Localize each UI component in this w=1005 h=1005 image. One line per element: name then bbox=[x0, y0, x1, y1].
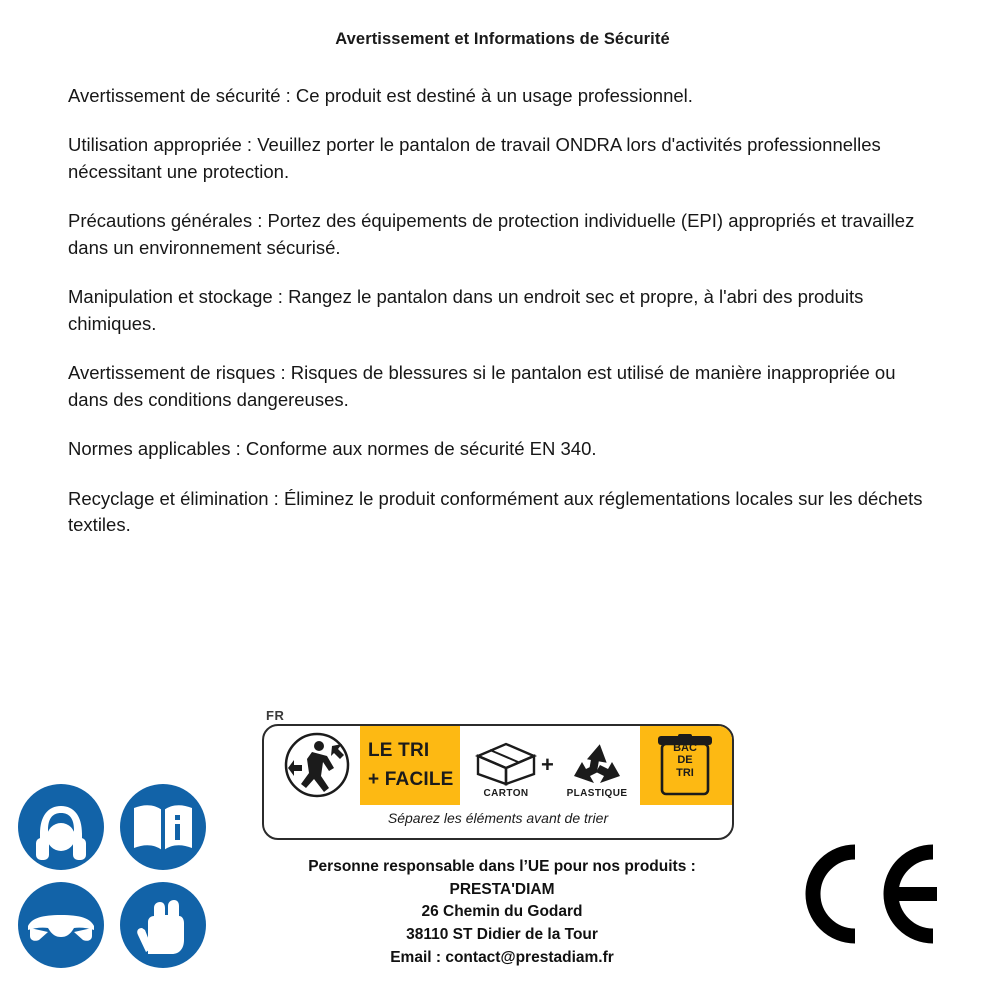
company-street: 26 Chemin du Godard bbox=[421, 903, 583, 921]
tri-slogan bbox=[368, 736, 460, 795]
mandatory-pictogram-group bbox=[18, 784, 226, 968]
safety-text-block bbox=[0, 49, 1005, 538]
tri-footnote: Séparez les éléments avant de trier bbox=[387, 810, 609, 826]
tri-label-box bbox=[262, 724, 734, 840]
plus-separator: + bbox=[541, 752, 554, 777]
paragraph-standards: Normes applicables : Conforme aux normes de sécurité EN 340. bbox=[68, 438, 597, 460]
country-tag: FR bbox=[266, 708, 285, 723]
company-city: 38110 ST Didier de la Tour bbox=[406, 925, 598, 943]
tri-slogan-line2: + FACILE bbox=[368, 769, 454, 791]
responsible-person-block bbox=[232, 856, 772, 969]
company-name: PRESTA'DIAM bbox=[449, 880, 555, 898]
paragraph-safety-warning: Avertissement de sécurité : Ce produit est destiné à un usage professionnel. bbox=[68, 85, 693, 106]
company-email: Email : contact@prestadiam.fr bbox=[390, 948, 614, 966]
tri-slogan-line1: LE TRI bbox=[368, 740, 430, 761]
read-instructions-icon bbox=[120, 784, 206, 870]
plastic-recycle-icon bbox=[566, 740, 628, 786]
responsible-person-line: Personne responsable dans l’UE pour nos produits : bbox=[308, 858, 696, 875]
ce-marking-icon bbox=[793, 842, 943, 946]
bin-text bbox=[656, 742, 714, 779]
carton-box-icon bbox=[470, 740, 542, 786]
bin-text-line3: TRI bbox=[676, 766, 694, 779]
paragraph-handling-storage: Manipulation et stockage : Rangez le pantalon dans un endroit sec et propre, à l'abri des produits chimiques. bbox=[68, 286, 864, 334]
bin-text-line2: DE bbox=[677, 754, 693, 767]
bin-text-line1: BAC bbox=[673, 742, 697, 754]
protective-gloves-icon bbox=[120, 882, 206, 968]
carton-label: CARTON bbox=[483, 788, 529, 799]
page-title: Avertissement et Informations de Sécurité bbox=[335, 30, 670, 48]
paragraph-recycling: Recyclage et élimination : Éliminez le produit conformément aux réglementations locales sur les déchets textiles. bbox=[68, 487, 923, 535]
paragraph-general-precautions: Précautions générales : Portez des équipements de protection individuelle (EPI) appropriés et travaillez dans un environnement sécurisé. bbox=[68, 210, 915, 258]
triman-logo-icon bbox=[276, 732, 358, 802]
footer-area bbox=[0, 690, 1005, 1005]
ear-protection-icon bbox=[18, 784, 104, 870]
paragraph-risk-warning: Avertissement de risques : Risques de blessures si le pantalon est utilisé de manière inappropriée ou dans des conditions dangereuses. bbox=[68, 362, 896, 410]
eye-protection-icon bbox=[18, 882, 104, 968]
triman-recycling-label bbox=[262, 708, 732, 840]
paragraph-proper-use: Utilisation appropriée : Veuillez porter le pantalon de travail ONDRA lors d'activités professionnelles nécessitant une protection. bbox=[68, 134, 881, 182]
plastique-label: PLASTIQUE bbox=[566, 788, 628, 799]
